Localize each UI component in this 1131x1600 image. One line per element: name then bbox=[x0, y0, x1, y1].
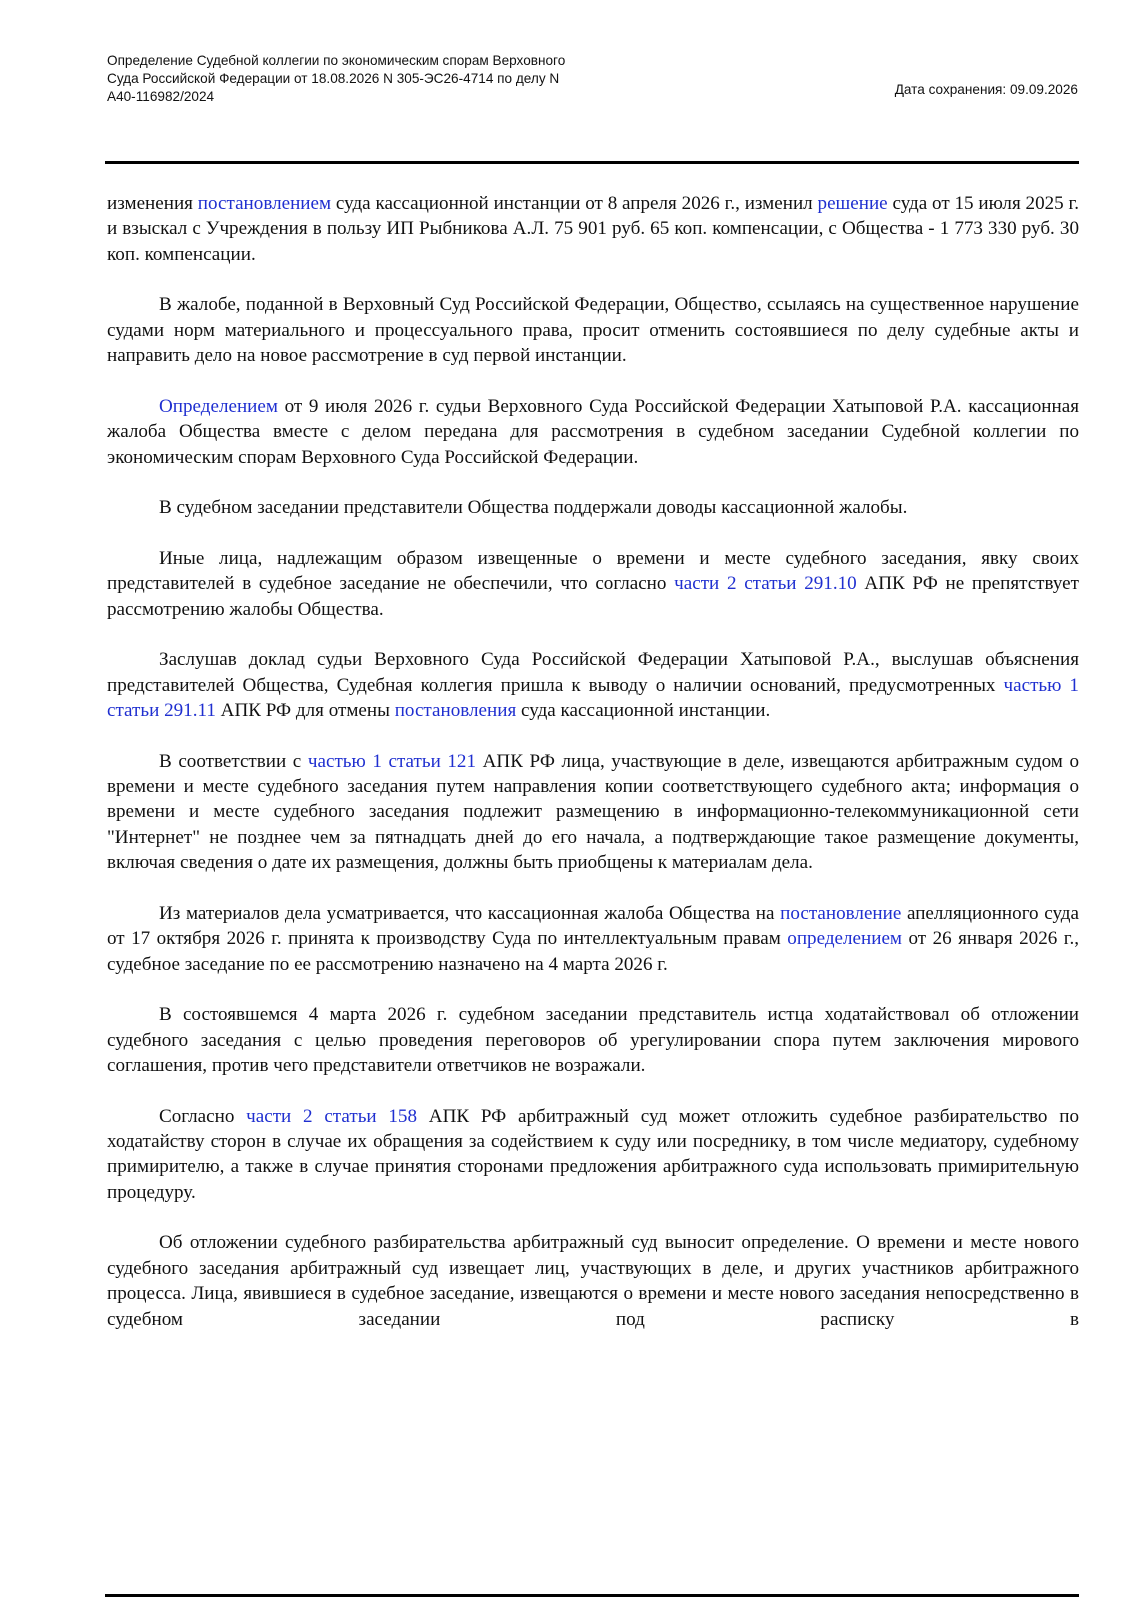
paragraph-text: от 9 июля 2026 г. судьи Верховного Суда Российской Федерации Хатыповой Р.А. кассационная жалоба Общества вместе с делом передана для рассмотрения в судебном заседании Судебной коллегии по экономическим спорам Верховного Суда Российской Федерации. bbox=[107, 395, 1079, 468]
paragraph bbox=[107, 901, 1079, 977]
paragraph-text: В жалобе, поданной в Верховный Суд Российской Федерации, Общество, ссылаясь на существенное нарушение судами норм материального и процессуального права, просит отменить состоявшиеся по делу судебные акты и направить дело на новое рассмотрение в суд первой инстанции. bbox=[107, 294, 1079, 367]
paragraph-text: В состоявшемся 4 марта 2026 г. судебном заседании представитель истца ходатайствовал об отложении судебного заседания с целью проведения переговоров об урегулировании спора путем заключения мирового соглашения, против чего представители ответчиков не возражали. bbox=[107, 1004, 1079, 1077]
paragraph bbox=[107, 394, 1079, 470]
paragraph-text: от 26 января 2026 г., судебное заседание по ее рассмотрению назначено на 4 марта 2026 г. bbox=[107, 928, 1079, 975]
paragraph bbox=[107, 1002, 1079, 1078]
paragraph-text: Из материалов дела усматривается, что кассационная жалоба Общества на bbox=[159, 902, 781, 924]
paragraph-text: Иные лица, надлежащим образом извещенные о времени и месте судебного заседания, явку своих представителей в судебное заседание не обеспечили, что согласно bbox=[107, 547, 1079, 595]
footer-divider bbox=[105, 1594, 1079, 1597]
paragraph bbox=[107, 191, 1079, 267]
paragraph-text: АПК РФ не препятствует рассмотрению жалобы Общества. bbox=[107, 573, 1079, 620]
paragraph-text: Заслушав доклад судьи Верховного Суда Российской Федерации Хатыповой Р.А., выслушав объяснения представителей Общества, Судебная коллегия пришла к выводу о наличии оснований, предусмотренных bbox=[107, 649, 1079, 696]
paragraph bbox=[107, 495, 1079, 520]
link-opredeleniem[interactable]: Определением bbox=[159, 395, 278, 417]
paragraph-text: суда кассационной инстанции от 8 апреля 2026 г., изменил bbox=[331, 193, 818, 214]
paragraph bbox=[107, 647, 1079, 723]
paragraph-text: АПК РФ для отмены bbox=[215, 700, 395, 722]
link-reshenie[interactable]: решение bbox=[817, 193, 888, 214]
page-header bbox=[107, 52, 1080, 110]
document-body bbox=[107, 191, 1079, 1332]
link-postanovlenie[interactable]: постановлением bbox=[197, 193, 332, 214]
paragraph-text: Согласно bbox=[159, 1105, 247, 1127]
link-article-291-11[interactable]: частью 1 статьи 291.11 bbox=[107, 674, 1079, 722]
link-opredeleniem-ip-court[interactable]: определением bbox=[787, 928, 903, 950]
paragraph-text: апелляционного суда от 17 октября 2026 г. принята к производству Суда по интеллектуальным правам bbox=[107, 902, 1079, 950]
link-postanovlenie-appeal[interactable]: постановление bbox=[780, 902, 902, 924]
document-title-line: Определение Судебной коллегии по экономическим спорам Верховного bbox=[107, 53, 566, 68]
link-article-291-10[interactable]: части 2 статьи 291.10 bbox=[674, 573, 857, 595]
document-title-line: Суда Российской Федерации от 18.08.2026 N 305-ЭС26-4714 по делу N bbox=[107, 71, 560, 86]
link-article-158[interactable]: части 2 статьи 158 bbox=[246, 1105, 418, 1127]
paragraph bbox=[107, 546, 1079, 622]
paragraph-text: изменения bbox=[107, 193, 198, 214]
paragraph-text: В соответствии с bbox=[159, 750, 308, 772]
paragraph bbox=[107, 292, 1079, 368]
document-title bbox=[107, 52, 667, 106]
link-postanovleniya[interactable]: постановления bbox=[394, 700, 517, 722]
paragraph bbox=[107, 1104, 1079, 1206]
paragraph bbox=[107, 749, 1079, 876]
paragraph-text: В судебном заседании представители Общества поддержали доводы кассационной жалобы. bbox=[159, 497, 908, 519]
paragraph-text: АПК РФ арбитражный суд может отложить судебное разбирательство по ходатайству сторон в случае их обращения за содействием к суду или посреднику, в том числе медиатору, судебному примирителю, а также в случае принятия сторонами предложения арбитражного суда использовать примирительную процедуру. bbox=[107, 1105, 1079, 1203]
save-date: Дата сохранения: 09.09.2026 bbox=[894, 82, 1078, 97]
paragraph bbox=[107, 1230, 1079, 1332]
paragraph-text: АПК РФ лица, участвующие в деле, извещаются арбитражным судом о времени и месте судебного заседания путем направления копии соответствующего судебного акта; информация о времени и месте судебного заседания подлежит размещению в информационно-телекоммуникационной сети "Интернет" не позднее чем за пятнадцать дней до его начала, а подтверждающие такое размещение документы, включая сведения о дате их размещения, должны быть приобщены к материалам дела. bbox=[107, 750, 1079, 874]
paragraph-text: суда кассационной инстанции. bbox=[516, 700, 771, 722]
link-article-121[interactable]: частью 1 статьи 121 bbox=[307, 750, 477, 772]
document-title-line: А40-116982/2024 bbox=[107, 89, 215, 104]
paragraph-text: суда от 15 июля 2025 г. и взыскал с Учреждения в пользу ИП Рыбникова А.Л. 75 901 руб. 65 коп. компенсации, с Общества - 1 773 330 руб. 30 коп. компенсации. bbox=[107, 193, 1080, 265]
paragraph-text: Об отложении судебного разбирательства арбитражный суд выносит определение. О времени и месте нового судебного заседания арбитражный суд извещает лиц, участвующих в деле, и других участников арбитражного процесса. Лица, явившиеся в судебное заседание, извещаются о времени и месте нового заседания непосредственно в судебном заседании под расписку в bbox=[107, 1232, 1079, 1330]
header-divider bbox=[105, 161, 1079, 164]
